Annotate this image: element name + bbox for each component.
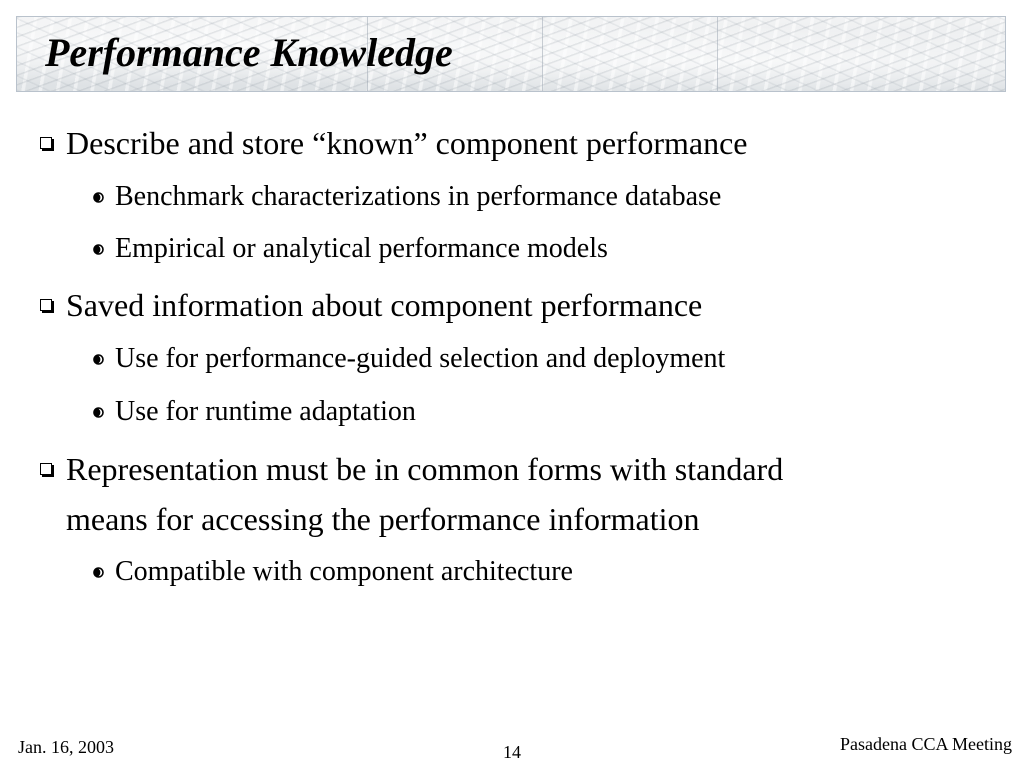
- bullet-text: [66, 444, 783, 544]
- bullet-item-level-2: [92, 230, 608, 268]
- open-circle-bullet-icon: [92, 406, 105, 419]
- bullet-text: Saved information about component performance: [66, 287, 703, 323]
- open-circle-bullet-icon: [92, 243, 105, 256]
- bullet-text: Describe and store “known” component performance: [66, 125, 748, 161]
- square-box-bullet-icon: [40, 463, 52, 475]
- bullet-item-level-1: [40, 280, 702, 330]
- bullet-text: Empirical or analytical performance models: [115, 233, 608, 264]
- bullet-text-line-1: Representation must be in common forms with standard: [66, 451, 784, 487]
- bullet-text: Use for performance-guided selection and deployment: [115, 343, 726, 374]
- bullet-text-line-2: means for accessing the performance information: [66, 501, 700, 537]
- title-banner: [16, 16, 1006, 92]
- bullet-text: Compatible with component architecture: [115, 556, 573, 587]
- bullet-item-level-2: [92, 553, 573, 591]
- texture-seam: [542, 17, 543, 91]
- bullet-text: Benchmark characterizations in performance database: [115, 181, 722, 212]
- open-circle-bullet-icon: [92, 191, 105, 204]
- square-box-bullet-icon: [40, 137, 52, 149]
- footer-date: Jan. 16, 2003: [18, 737, 114, 757]
- footer-event: Pasadena CCA Meeting: [840, 734, 1012, 754]
- square-box-bullet-icon: [40, 299, 52, 311]
- bullet-item-level-1: [40, 118, 748, 168]
- open-circle-bullet-icon: [92, 566, 105, 579]
- bullet-item-level-2: [92, 178, 721, 216]
- bullet-item-level-2: [92, 393, 416, 431]
- bullet-item-level-1: [40, 444, 783, 544]
- bullet-item-level-2: [92, 340, 725, 378]
- footer-page-number: 14: [503, 742, 521, 762]
- texture-seam: [717, 17, 718, 91]
- slide-title: Performance Knowledge: [45, 30, 453, 75]
- open-circle-bullet-icon: [92, 353, 105, 366]
- bullet-text: Use for runtime adaptation: [115, 396, 416, 427]
